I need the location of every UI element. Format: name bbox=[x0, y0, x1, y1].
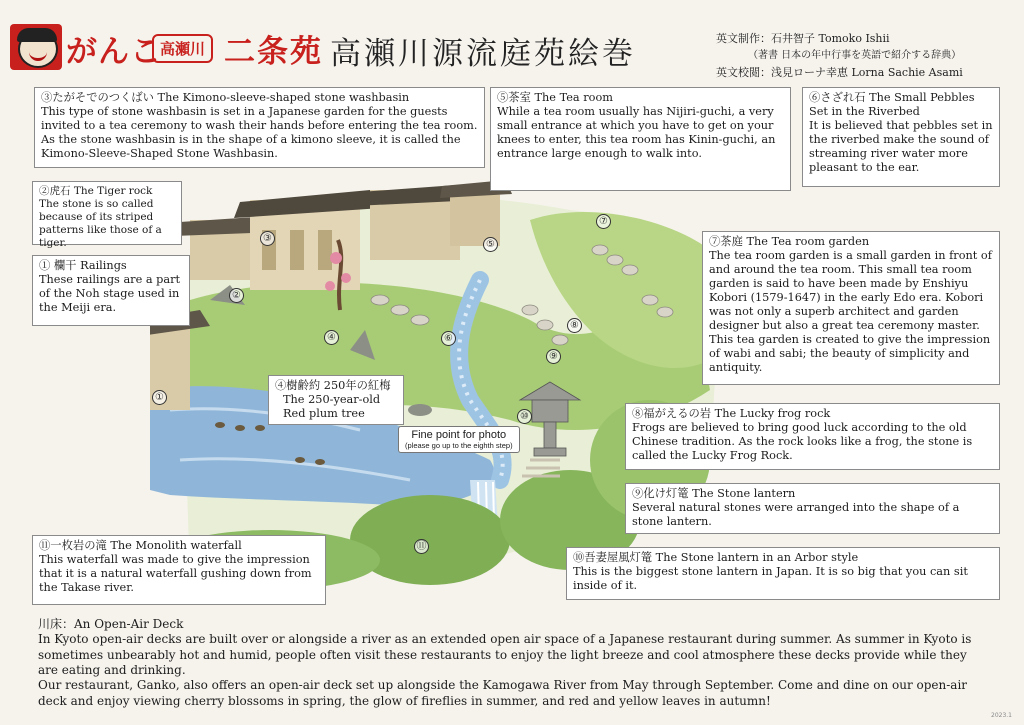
waterfall-title: ⑪一枚岩の滝 The Monolith waterfall bbox=[39, 539, 242, 552]
tiger-title: ②虎石 The Tiger rock bbox=[39, 185, 153, 197]
sub-brand-badge: 高瀬川 bbox=[152, 34, 213, 63]
deck-paragraph-1: In Kyoto open-air decks are built over or alongside a river as an extended open air space of a Japanese restaurant during summer. As summer in Kyoto is sometimes unbearably hot and humid, people often visit these restaurants to enjoy the light breeze and cool atmosphere these decks provide while they are eating and drinking. bbox=[38, 632, 972, 678]
railings-title: ① 欄干 Railings bbox=[39, 259, 127, 272]
marker-10: ⑩ bbox=[517, 409, 532, 424]
teagarden-title: ⑦茶庭 The Tea room garden bbox=[709, 235, 870, 248]
marker-4: ④ bbox=[324, 330, 339, 345]
photo-point-note: (please go up to the eighth step) bbox=[405, 441, 513, 450]
box-pebbles bbox=[802, 87, 1000, 187]
page-title: 高瀬川源流庭苑絵巻 bbox=[330, 36, 636, 72]
photo-point-tag bbox=[398, 426, 520, 453]
marker-9: ⑨ bbox=[546, 349, 561, 364]
box-railings bbox=[32, 255, 190, 326]
tearoom-title: ⑤茶室 The Tea room bbox=[497, 91, 613, 104]
ganko-logo bbox=[10, 24, 62, 70]
arbor-title: ⑩吾妻屋風灯篭 The Stone lantern in an Arbor style bbox=[573, 551, 859, 564]
pebbles-body: It is believed that pebbles set in the riverbed make the sound of streaming river water more pleasant to the ear. bbox=[809, 119, 993, 174]
pebbles-title: ⑥さざれ石 The Small Pebbles Set in the Riverbed bbox=[809, 91, 975, 118]
lantern-body: Several natural stones were arranged into the shape of a stone lantern. bbox=[632, 501, 960, 528]
credit-book: （著書 日本の年中行事を英語で紹介する辞典） bbox=[748, 50, 962, 61]
arbor-body: This is the biggest stone lantern in Japan. It is so big that you can sit inside of it. bbox=[573, 565, 968, 592]
tearoom-body: While a tea room usually has Nijiri-guchi, a very small entrance at which you have to get on your knees to enter, this tea room has Kinin-guchi, an entrance large enough to walk into. bbox=[497, 105, 776, 160]
marker-3: ③ bbox=[260, 231, 275, 246]
deck-paragraph-2: Our restaurant, Ganko, also offers an open-air deck set up alongside the Kamogawa River from May through September. Come and dine on our open-air deck and enjoy viewing cherry blossoms in spring, the glow of fireflies in summer, and red and yellow leaves in autumn! bbox=[38, 678, 968, 708]
garden-map-svg bbox=[150, 160, 730, 600]
marker-8: ⑧ bbox=[567, 318, 582, 333]
marker-7: ⑦ bbox=[596, 214, 611, 229]
brand-name: がんこ bbox=[66, 34, 162, 70]
box-tearoom bbox=[490, 87, 791, 191]
box-tea-garden bbox=[702, 231, 1000, 385]
photo-point-label: Fine point for photo bbox=[411, 429, 507, 441]
tiger-body: The stone is so called because of its striped patterns like those of a tiger. bbox=[39, 198, 162, 250]
plum-body: The 250-year-old Red plum tree bbox=[283, 393, 381, 420]
lantern-title: ⑨化け灯篭 The Stone lantern bbox=[632, 487, 796, 500]
box-arbor-lantern bbox=[566, 547, 1000, 600]
washbasin-body: This type of stone washbasin is set in a Japanese garden for the guests invited to a tea ceremony to wash their hands before entering the tea room. As the stone washbasin is in the shape of a kimono sleeve, it is called the Kimono-Sleeve-Shaped Stone Washbasin. bbox=[41, 105, 478, 160]
marker-5: ⑤ bbox=[483, 237, 498, 252]
garden-illustration bbox=[150, 160, 730, 600]
box-lucky-frog bbox=[625, 403, 1000, 470]
railings-body: These railings are a part of the Noh stage used in the Meiji era. bbox=[39, 273, 181, 314]
marker-1: ① bbox=[152, 390, 167, 405]
marker-6: ⑥ bbox=[441, 331, 456, 346]
deck-heading: 川床：An Open-Air Deck bbox=[38, 617, 184, 631]
box-waterfall bbox=[32, 535, 326, 605]
box-plum-tree bbox=[268, 375, 404, 425]
open-air-deck-section bbox=[38, 617, 988, 709]
box-washbasin bbox=[34, 87, 485, 168]
box-tiger-rock bbox=[32, 181, 182, 250]
frog-body: Frogs are believed to bring good luck according to the old Chinese tradition. As the rock looks like a frog, the stone is called the Lucky Frog Rock. bbox=[632, 421, 973, 462]
plum-title: ④樹齢約 250年の紅梅 bbox=[275, 379, 391, 392]
credit-proofreader: 英文校閲：浅見ローナ幸恵 Lorna Sachie Asami bbox=[716, 66, 963, 79]
box-stone-lantern bbox=[625, 483, 1000, 534]
page-number: 2023.1 bbox=[991, 712, 1012, 719]
frog-title: ⑧福がえるの岩 The Lucky frog rock bbox=[632, 407, 831, 420]
nijo-name: 二条苑 bbox=[224, 34, 323, 70]
marker-11: ⑪ bbox=[414, 539, 429, 554]
washbasin-title: ③たがそでのつくばい The Kimono-sleeve-shaped stone washbasin bbox=[41, 91, 410, 104]
logo-face-icon bbox=[18, 30, 58, 68]
waterfall-body: This waterfall was made to give the impression that it is a natural waterfall gushing down from the Takase river. bbox=[39, 553, 312, 594]
marker-2: ② bbox=[229, 288, 244, 303]
teagarden-body: The tea room garden is a small garden in front of and around the tea room. This small tea room garden is said to have been made by Enshiyu Kobori (1579-1647) in the early Edo era. Kobori was not only a superb architect and garden designer but also a great tea ceremony master. This tea garden is created to give the impression of wabi and sabi; the beauty of simplicity and antiquity. bbox=[709, 249, 992, 374]
credit-translator: 英文制作：石井智子 Tomoko Ishii bbox=[716, 32, 890, 45]
